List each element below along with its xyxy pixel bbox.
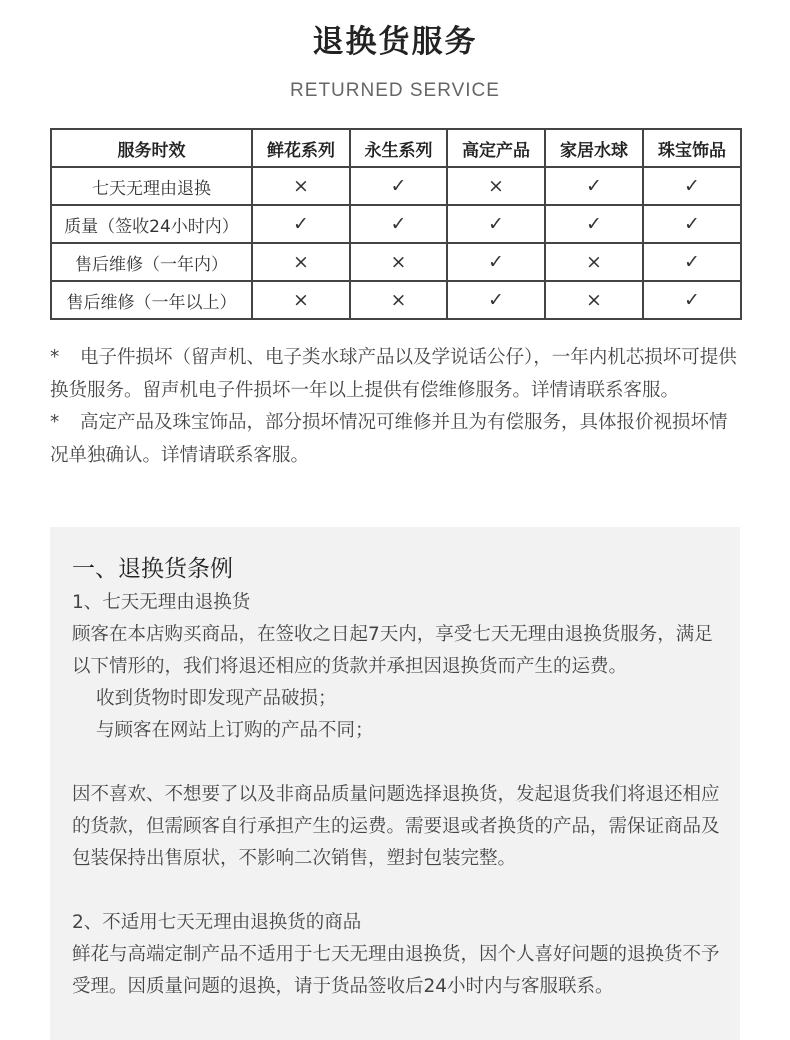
service-table: [50, 128, 742, 320]
availability-mark: ✓: [643, 167, 741, 205]
availability-mark: ×: [545, 243, 643, 281]
availability-mark: ✓: [447, 281, 545, 319]
availability-mark: ×: [252, 281, 350, 319]
availability-mark: ✓: [447, 205, 545, 243]
section-title: 1、七天无理由退换货: [72, 592, 251, 613]
row-label: 质量（签收24小时内）: [51, 205, 252, 243]
footnote: [50, 342, 742, 407]
availability-mark: ✓: [643, 205, 741, 243]
column-header: 永生系列: [350, 129, 447, 167]
availability-mark: ×: [350, 243, 447, 281]
list-item: 收到货物时即发现产品破损；: [96, 688, 337, 709]
availability-mark: ✓: [643, 243, 741, 281]
table-row: [51, 167, 741, 205]
section-body: 顾客在本店购买商品，在签收之日起7天内，享受七天无理由退换货服务，满足以下情形的，我们将退还相应的货款并承担因退换货而产生的运费。: [72, 624, 713, 677]
availability-mark: ×: [252, 167, 350, 205]
availability-mark: ×: [545, 281, 643, 319]
footnote-text: 高定产品及珠宝饰品，部分损坏情况可维修并且为有偿服务，具体报价视损坏情况单独确认。详情请联系客服。: [50, 412, 728, 466]
table-row: [51, 243, 741, 281]
row-label: 售后维修（一年内）: [51, 243, 252, 281]
availability-mark: ×: [350, 281, 447, 319]
availability-mark: ✓: [252, 205, 350, 243]
section-title: 2、不适用七天无理由退换货的商品: [72, 912, 362, 933]
footnote-text: 电子件损坏（留声机、电子类水球产品以及学说话公仔），一年内机芯损坏可提供换货服务。留声机电子件损坏一年以上提供有偿维修服务。详情请联系客服。: [50, 347, 737, 401]
column-header: 服务时效: [51, 129, 252, 167]
column-header: 家居水球: [545, 129, 643, 167]
availability-mark: ✓: [350, 205, 447, 243]
table-header-row: [51, 129, 741, 167]
column-header: 鲜花系列: [252, 129, 350, 167]
row-label: 售后维修（一年以上）: [51, 281, 252, 319]
column-header: 高定产品: [447, 129, 545, 167]
page-subtitle: RETURNED SERVICE: [290, 80, 500, 101]
list-item: 与顾客在网站上订购的产品不同；: [96, 720, 374, 741]
policy-heading: 一、退换货条例: [72, 556, 233, 582]
page-title: 退换货服务: [312, 24, 478, 60]
return-policy-panel: [50, 527, 740, 1040]
row-label: 七天无理由退换: [51, 167, 252, 205]
footnote-marker: *: [50, 347, 60, 368]
availability-mark: ✓: [447, 243, 545, 281]
footnotes: [50, 342, 742, 472]
availability-mark: ✓: [545, 205, 643, 243]
column-header: 珠宝饰品: [643, 129, 741, 167]
availability-mark: ✓: [545, 167, 643, 205]
section-body: 因不喜欢、不想要了以及非商品质量问题选择退换货，发起退货我们将退还相应的货款，但需顾客自行承担产生的运费。需要退或者换货的产品，需保证商品及包装保持出售原状，不影响二次销售，塑封包装完整。: [72, 784, 720, 869]
availability-mark: ✓: [350, 167, 447, 205]
footnote-marker: *: [50, 412, 60, 433]
availability-mark: ✓: [643, 281, 741, 319]
table-row: [51, 281, 741, 319]
availability-mark: ×: [252, 243, 350, 281]
footnote: [50, 407, 742, 472]
availability-mark: ×: [447, 167, 545, 205]
table-row: [51, 205, 741, 243]
section-body: 鲜花与高端定制产品不适用于七天无理由退换货，因个人喜好问题的退换货不予受理。因质量问题的退换，请于货品签收后24小时内与客服联系。: [72, 944, 720, 997]
